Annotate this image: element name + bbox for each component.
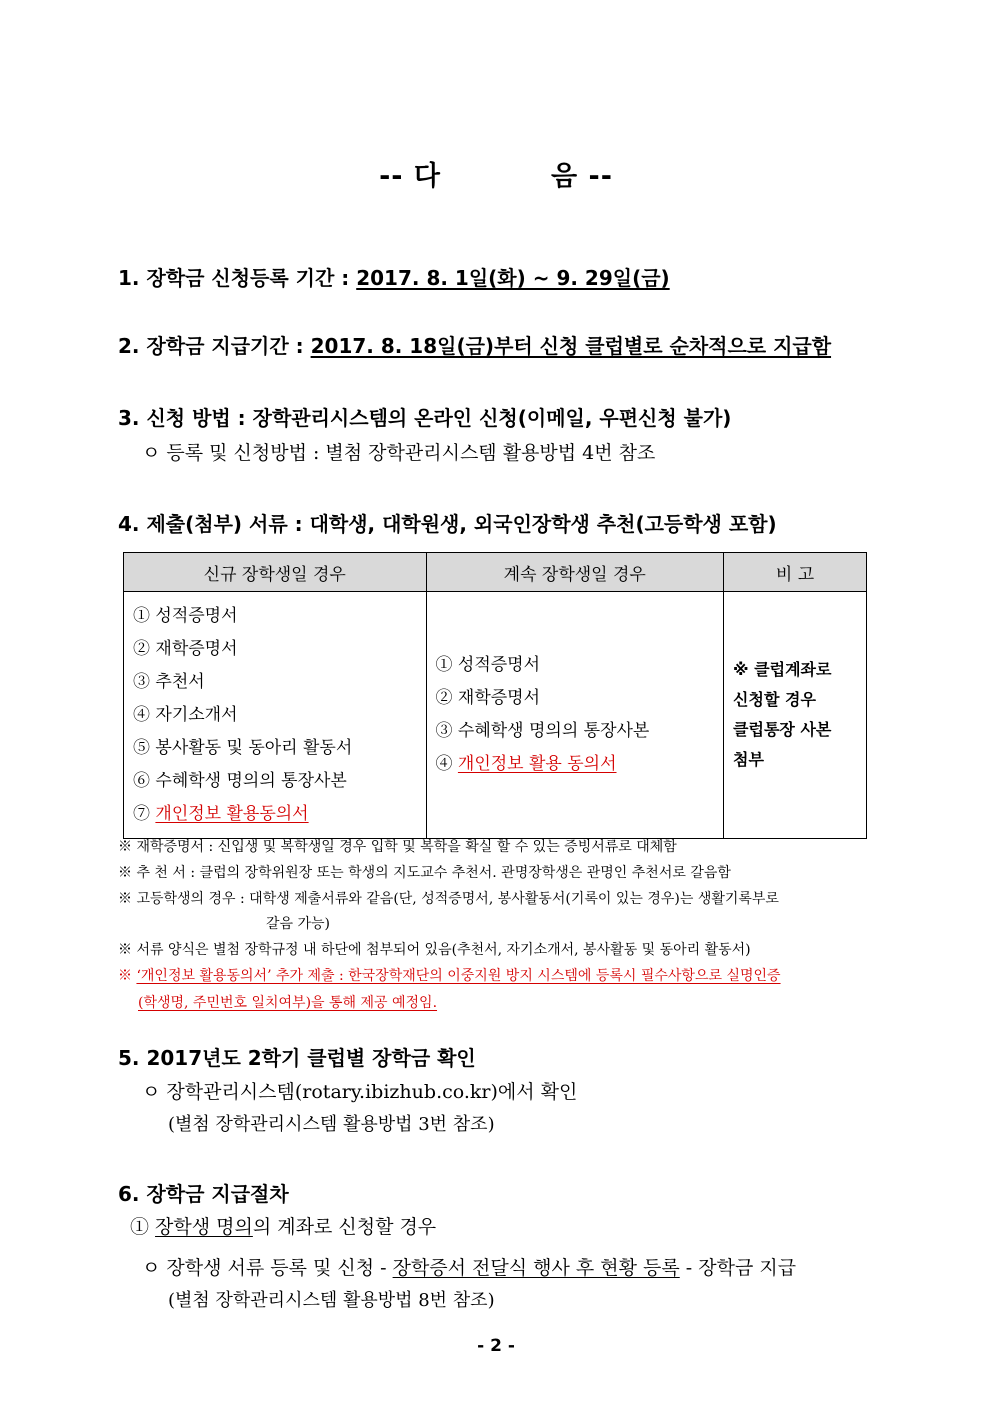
section-6-heading: 6. 장학금 지급절차: [118, 1182, 289, 1206]
continuing-student-cell: [426, 592, 724, 839]
note-3-cont: 갈음 가능): [266, 916, 331, 932]
list-item: ④ 개인정보 활용 동의서: [435, 754, 617, 774]
section-5-heading: 5. 2017년도 2학기 클럽별 장학금 확인: [118, 1046, 476, 1070]
page-title: -- 다 음 --: [379, 161, 613, 192]
list-item: ⑥ 수혜학생 명의의 통장사본: [133, 770, 347, 791]
new-student-cell: [124, 592, 427, 839]
section-6-steps: ㅇ 장학생 서류 등록 및 신청 - 장학증서 전달식 행사 후 현황 등록 - 장학금 지급: [142, 1257, 797, 1279]
list-item: ② 재학증명서: [133, 638, 238, 659]
note-privacy: ※ ‘개인정보 활용동의서’ 추가 제출 : 한국장학재단의 이중지원 방지 시스템에 등록시 필수사항으로 실명인증: [118, 968, 781, 984]
list-item: ③ 추천서: [133, 671, 205, 692]
section-3-heading: 3. 신청 방법 : 장학관리시스템의 온라인 신청(이메일, 우편신청 불가): [118, 406, 732, 430]
section-2: 2. 장학금 지급기간 : 2017. 8. 18일(금)부터 신청 클럽별로 순차적으로 지급함: [118, 334, 832, 358]
section-6-ref: (별첨 장학관리시스템 활용방법 8번 참조): [168, 1290, 495, 1311]
table-header-continuing: 계속 장학생일 경우: [426, 553, 724, 592]
list-item: ③ 수혜학생 명의의 통장사본: [435, 721, 650, 741]
list-item: ② 재학증명서: [435, 688, 541, 708]
remark-cell: ※ 클럽계좌로 신청할 경우 클럽통장 사본 첨부: [724, 592, 867, 839]
section-3-item: ㅇ 등록 및 신청방법 : 별첨 장학관리시스템 활용방법 4번 참조: [142, 442, 656, 464]
list-item: ⑦ 개인정보 활용동의서: [133, 803, 309, 824]
list-item: ⑤ 봉사활동 및 동아리 활동서: [133, 737, 353, 758]
list-item: ① 성적증명서: [133, 605, 238, 626]
note-3: ※ 고등학생의 경우 : 대학생 제출서류와 같음(단, 성적증명서, 봉사활동서(기록이 있는 경우)는 생활기록부로: [118, 891, 779, 907]
section-6-case: ① 장학생 명의의 계좌로 신청할 경우: [130, 1216, 437, 1238]
documents-table: [123, 552, 867, 839]
section-5-item: ㅇ 장학관리시스템(rotary.ibizhub.co.kr)에서 확인: [142, 1081, 578, 1103]
section-4-heading: 4. 제출(첨부) 서류 : 대학생, 대학원생, 외국인장학생 추천(고등학생 포함): [118, 512, 777, 536]
section-5-ref: (별첨 장학관리시스템 활용방법 3번 참조): [168, 1114, 495, 1135]
page-number: - 2 -: [477, 1336, 515, 1356]
note-privacy-cont: (학생명, 주민번호 일치여부)을 통해 제공 예정임.: [138, 995, 438, 1011]
list-item: ④ 자기소개서: [133, 704, 238, 725]
note-2: ※ 추 천 서 : 클럽의 장학위원장 또는 학생의 지도교수 추천서. 관명장학생은 관명인 추천서로 갈음함: [118, 865, 731, 881]
table-header-remark: 비 고: [724, 553, 867, 592]
note-1: ※ 재학증명서 : 신입생 및 복학생일 경우 입학 및 복학을 확실 할 수 있는 증빙서류로 대체함: [118, 839, 677, 855]
note-4: ※ 서류 양식은 별첨 장학규정 내 하단에 첨부되어 있음(추천서, 자기소개서, 봉사활동 및 동아리 활동서): [118, 942, 751, 958]
list-item: ① 성적증명서: [435, 655, 541, 675]
section-1: 1. 장학금 신청등록 기간 : 2017. 8. 1일(화) ~ 9. 29일(금): [118, 266, 670, 290]
table-header-new: 신규 장학생일 경우: [124, 553, 427, 592]
